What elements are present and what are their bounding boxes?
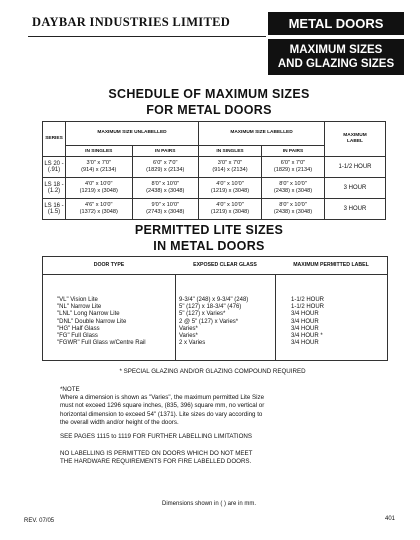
label-list	[291, 297, 324, 347]
lites-table-header	[43, 257, 387, 275]
list-item: "NL" Narrow Lite	[57, 304, 102, 311]
size-cell: 9'0" x 10'0" (2743) x (3048)	[132, 199, 199, 220]
size-cell: 6'0" x 7'0" (1829) x (2134)	[261, 157, 324, 178]
list-item: 3/4 HOUR	[291, 325, 319, 332]
list-item: 2 @ 5" (127) x Varies*	[179, 318, 239, 325]
section-band-metal-doors: METAL DOORS	[268, 12, 404, 35]
series-cell: LS 16 - (1.5)	[43, 199, 66, 220]
list-item: 3/4 HOUR	[291, 311, 319, 318]
list-item: Varies*	[179, 325, 198, 332]
schedule-title-1: SCHEDULE OF MAXIMUM SIZES	[108, 87, 310, 101]
sub-singles: IN SINGLES	[66, 146, 133, 157]
schedule-title-2: FOR METAL DOORS	[146, 103, 272, 117]
size-cell: 3'0" x 7'0" (914) x (2134)	[66, 157, 133, 178]
table-row	[43, 178, 386, 199]
header-max-permitted-label: MAXIMUM PERMITTED LABEL	[293, 262, 369, 268]
glass-size-list	[179, 297, 248, 347]
company-name: DAYBAR INDUSTRIES LIMITED	[32, 15, 231, 29]
size-cell: 4'6" x 10'0" (1372) x (3048)	[66, 199, 133, 220]
header-exposed-glass: EXPOSED CLEAR GLASS	[193, 262, 257, 268]
size-cell: 8'0" x 10'0" (2438) x (3048)	[261, 178, 324, 199]
size-cell: 8'0" x 10'0" (2438) x (3048)	[132, 178, 199, 199]
list-item: 3/4 HOUR	[291, 340, 319, 347]
list-item: 2 x Varies	[179, 340, 206, 347]
door-type-list	[57, 297, 146, 347]
table-row	[43, 199, 386, 220]
series-cell: LS 20 - (.91)	[43, 157, 66, 178]
header-door-type: DOOR TYPE	[93, 262, 125, 268]
list-item: "LNL" Long Narrow Lite	[57, 311, 120, 318]
list-item: "VL" Vision Lite	[57, 297, 98, 303]
column-divider	[175, 274, 176, 360]
page-number: 401	[385, 516, 396, 522]
see-pages-note: SEE PAGES 1115 to 1119 FOR FURTHER LABELLING LIMITATIONS	[60, 433, 252, 440]
size-cell: 4'0" x 10'0" (1219) x (3048)	[199, 199, 262, 220]
header-series: SERIES	[43, 122, 66, 157]
no-labelling-note	[60, 450, 365, 466]
column-divider	[275, 274, 276, 360]
label-cell: 1-1/2 HOUR	[325, 157, 386, 178]
section-band-max-sizes	[268, 39, 404, 75]
series-cell: LS 18 - (1.2)	[43, 178, 66, 199]
list-item: Varies*	[179, 333, 198, 340]
header-unlabelled: MAXIMUM SIZE UNLABELLED	[66, 122, 199, 146]
note-line: horizontal dimension to exceed 54" (1371). Lite sizes do vary according to	[60, 410, 263, 418]
lites-table	[42, 256, 388, 361]
spec-sheet	[10, 8, 408, 528]
sub-pairs: IN PAIRS	[261, 146, 324, 157]
schedule-table	[42, 121, 386, 220]
note-line: the overall width and/or height of the doors.	[60, 418, 179, 426]
special-glazing-note: * SPECIAL GLAZING AND/OR GLAZING COMPOUND REQUIRED	[119, 368, 306, 375]
size-cell: 4'0" x 10'0" (1219) x (3048)	[199, 178, 262, 199]
header-max-label: MAXIMUM LABEL	[325, 122, 386, 157]
lites-title-1: PERMITTED LITE SIZES	[134, 223, 284, 237]
label-cell: 3 HOUR	[325, 178, 386, 199]
note-heading: *NOTE	[60, 386, 80, 393]
note-line: THE HARDWARE REQUIREMENTS FOR FIRE LABELLED DOORS.	[60, 458, 252, 466]
list-item: 3/4 HOUR	[291, 318, 319, 325]
header-rule	[28, 36, 266, 37]
header-labelled: MAXIMUM SIZE LABELLED	[199, 122, 325, 146]
note-line: must not exceed 1296 square inches, (835, 396) square mm, no vertical or	[60, 402, 265, 410]
note-line: NO LABELLING IS PERMITTED ON DOORS WHICH DO NOT MEET	[60, 450, 253, 457]
list-item: 1-1/2 HOUR	[291, 304, 325, 311]
list-item: 1-1/2 HOUR	[291, 297, 325, 303]
lites-title-2: IN METAL DOORS	[153, 239, 265, 253]
list-item: "DNL" Double Narrow Lite	[57, 318, 127, 325]
size-cell: 8'0" x 10'0" (2438) x (3048)	[261, 199, 324, 220]
dimensions-note: Dimensions shown in ( ) are in mm.	[161, 501, 257, 507]
list-item: "FG" Full Glass	[57, 333, 98, 340]
label-cell: 3 HOUR	[325, 199, 386, 220]
list-item: 5" (127) x Varies*	[179, 311, 226, 318]
revision-label: REV. 07/05	[24, 518, 55, 524]
size-cell: 4'0" x 10'0" (1219) x (3048)	[66, 178, 133, 199]
list-item: 9-3/4" (248) x 9-3/4" (248)	[179, 297, 249, 303]
list-item: 5" (127) x 18-3/4" (476)	[179, 304, 242, 311]
size-cell: 6'0" x 7'0" (1829) x (2134)	[132, 157, 199, 178]
varies-note	[60, 386, 365, 427]
list-item: 3/4 HOUR *	[291, 333, 323, 340]
band-line-2: AND GLAZING SIZES	[277, 58, 395, 70]
list-item: "HG" Half Glass	[57, 325, 100, 332]
list-item: "FGWR" Full Glass w/Centre Rail	[57, 340, 146, 347]
note-line: Where a dimension is shown as "Varies", the maximum permitted Lite Size	[60, 394, 265, 402]
band-line-1: MAXIMUM SIZES	[289, 44, 383, 56]
sub-pairs: IN PAIRS	[132, 146, 199, 157]
table-row	[43, 157, 386, 178]
size-cell: 3'0" x 7'0" (914) x (2134)	[199, 157, 262, 178]
sub-singles: IN SINGLES	[199, 146, 262, 157]
